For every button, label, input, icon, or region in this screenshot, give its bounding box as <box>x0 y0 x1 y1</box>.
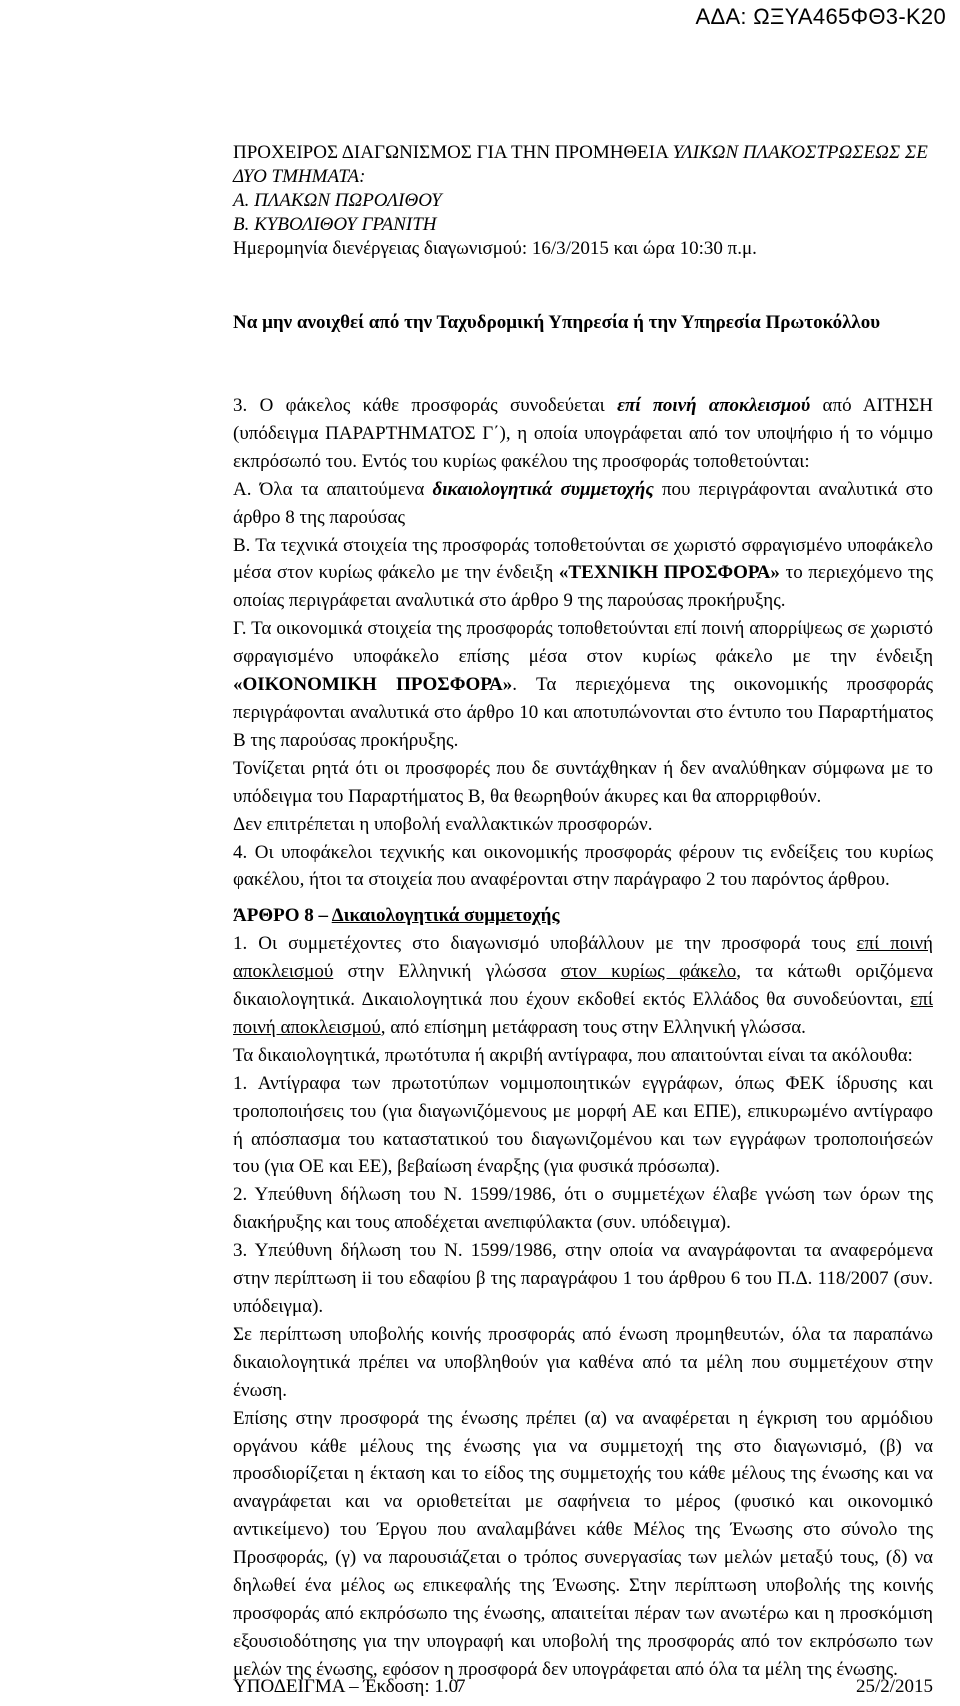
paragraph-g <box>233 615 933 755</box>
document-header <box>233 141 933 261</box>
ada-code: ΑΔΑ: ΩΞΥΑ465ΦΘ3-Κ20 <box>695 4 946 29</box>
a8p1-b: επί ποινή αποκλεισμού <box>233 933 933 983</box>
header-date-line: Ημερομηνία διενέργειας διαγωνισμού: 16/3/2015 και ώρα 10:30 π.μ. <box>233 238 757 259</box>
article-8-joint-bid: Σε περίπτωση υποβολής κοινής προσφοράς από ένωση προμηθευτών, όλα τα παραπάνω δικαιολογητικά πρέπει να υποβληθούν για καθένα από τα μέλη που συμμετέχουν στην ένωση. <box>233 1323 933 1401</box>
paragraph-b <box>233 532 933 616</box>
pa-text-c: που περιγράφονται αναλυτικά στο άρθρο 8 της παρούσας <box>233 478 933 528</box>
article-8-documents-intro: Τα δικαιολογητικά, πρωτότυπα ή ακριβή αντίγραφα, που απαιτούνται είναι τα ακόλουθα: <box>233 1044 913 1066</box>
header-line-2: ΔΥΟ ΤΜΗΜΑΤΑ: <box>233 166 366 187</box>
footer-page-number: 7 <box>456 1676 466 1697</box>
pg-text-a: Γ. Τα οικονομικά στοιχεία της προσφοράς τοποθετούνται επί ποινή απορρίψεως σε χωριστό σφραγισμένο υποφάκελο επίσης μέσα στον κυρίως φάκελο με την ένδειξη <box>233 618 933 668</box>
pg-text-c: . Τα περιεχόμενα της οικονομικής προσφοράς περιγράφονται αναλυτικά στο άρθρο 10 και αποτυπώνονται στο έντυπο του Παραρτήματος Β της παρούσας προκήρυξης. <box>233 674 934 751</box>
a8p1-g: , από επίσημη μετάφραση τους στην Ελληνική γλώσσα. <box>380 1016 806 1038</box>
pa-text-a: Α. Όλα τα απαιτούμενα <box>233 478 433 500</box>
footer-date: 25/2/2015 <box>855 1676 933 1697</box>
a8p1-a: 1. Οι συμμετέχοντες στο διαγωνισμό υποβάλλουν με την προσφορά τους <box>233 933 857 955</box>
paragraph-3 <box>233 392 933 476</box>
a8p1-c: στην Ελληνική γλώσσα <box>333 961 561 983</box>
pa-emphasis: δικαιολογητικά συμμετοχής <box>432 478 654 500</box>
a8p1-d: στον κυρίως φάκελο <box>560 961 737 983</box>
document-body <box>233 392 933 1684</box>
a8p1-f: επί ποινή αποκλεισμού <box>233 989 933 1038</box>
pb-text-c: το περιεχόμενο της οποίας περιγράφεται αναλυτικά στο άρθρο 9 της παρούσας προκήρυξης. <box>233 562 933 612</box>
p3-emphasis: επί ποινή αποκλεισμού <box>617 395 811 416</box>
header-line-3: Α. ΠΛΑΚΩΝ ΠΩΡΟΛΙΘΟΥ <box>233 190 442 211</box>
pg-emphasis: «ΟΙΚΟΝΟΜΙΚΗ ΠΡΟΣΦΟΡΑ» <box>233 674 513 696</box>
header-title-italic: ΥΛΙΚΩΝ ΠΛΑΚΟΣΤΡΩΣΕΩΣ ΣΕ <box>672 142 928 163</box>
article-8-item-1: 1. Αντίγραφα των πρωτοτύπων νομιμοποιητικών εγγράφων, όπως ΦΕΚ ίδρυσης και τροποποιήσεις του (για διαγωνιζόμενους με μορφή ΑΕ και ΕΠΕ), επικυρωμένο αντίγραφο ή απόσπασμα του καταστατικού του διαγωνιζομένου και των εγγράφων τροποποιήσεών του (για ΟΕ και ΕΕ), βεβαίωση έναρξης (για φυσικά πρόσωπα). <box>233 1072 933 1178</box>
article-8-title-text: Δικαιολογητικά συμμετοχής <box>331 905 560 927</box>
header-title-plain: ΠΡΟΧΕΙΡΟΣ ΔΙΑΓΩΝΙΣΜΟΣ ΓΙΑ ΤΗΝ ΠΡΟΜΗΘΕΙΑ <box>233 142 673 163</box>
article-8-paragraph-1 <box>233 930 933 1042</box>
article-8-title-number: ΆΡΘΡΟ 8 – <box>233 905 332 927</box>
paragraph-4: 4. Οι υποφάκελοι τεχνικής και οικονομικής προσφοράς φέρουν τις ενδείξεις του κυρίως φακέλου, ήτοι τα στοιχεία που αναφέρονται στην παράγραφο 2 του παρόντος άρθρου. <box>233 841 933 891</box>
pb-text-a: Β. Τα τεχνικά στοιχεία της προσφοράς τοποθετούνται σε χωριστό σφραγισμένο υποφάκελο μέσα στον κυρίως φάκελο με την ένδειξη <box>233 534 933 584</box>
paragraph-no-alternatives: Δεν επιτρέπεται η υποβολή εναλλακτικών προσφορών. <box>233 813 653 835</box>
paragraph-a <box>233 476 933 532</box>
article-8-heading <box>233 902 933 930</box>
p3-text-a: 3. Ο φάκελος κάθε προσφοράς συνοδεύεται <box>233 395 618 416</box>
warning-line: Να μην ανοιχθεί από την Ταχυδρομική Υπηρεσία ή την Υπηρεσία Πρωτοκόλλου <box>233 312 881 333</box>
pb-emphasis: «ΤΕΧΝΙΚΗ ΠΡΟΣΦΟΡΑ» <box>558 562 780 584</box>
header-line-1 <box>233 141 933 165</box>
paragraph-tonizetai: Τονίζεται ρητά ότι οι προσφορές που δε συντάχθηκαν ή δεν αναλύθηκαν σύμφωνα με το υπόδειγμα του Παραρτήματος Β, θα θεωρηθούν άκυρες και θα απορριφθούν. <box>233 757 933 807</box>
a8p1-e: , τα κάτωθι οριζόμενα δικαιολογητικά. Δικαιολογητικά που έχουν εκδοθεί εκτός Ελλάδος θα συνοδεύονται, <box>233 961 933 1011</box>
footer-template-version: ΥΠΟΔΕΙΓΜΑ – Έκδοση: 1.0 <box>233 1676 459 1697</box>
article-8-also: Επίσης στην προσφορά της ένωσης πρέπει (α) να αναφέρεται η έγκριση του αρμόδιου οργάνου κάθε μέλους της ένωσης για να συμμετοχή της στο διαγωνισμό, (β) να προσδιορίζεται η έκταση και το είδος της συμμετοχής του κάθε μέλους της ένωσης και να αναγράφεται και να οριοθετείται με σαφήνεια το μέρος (φυσικό και οικονομικό αντικείμενο) του Έργου που αναλαμβάνει κάθε Μέλος της Ένωσης στο σύνολο της Προσφοράς, (γ) να παρουσιάζεται ο τρόπος συνεργασίας των μελών μεταξύ τους, (δ) να δηλωθεί ένα μέλος ως επικεφαλής της Ένωσης. Στην περίπτωση υποβολής της κοινής προσφοράς από εκπρόσωπο της ένωσης, απαιτείται πέραν των ανωτέρω και η προσκόμιση εξουσιοδότησης για την υπογραφή και υποβολή της προσφοράς από τον εκπρόσωπο των μελών της ένωσης, εφόσον η προσφορά δεν υπογράφεται από όλα τα μέλη της ένωσης. <box>233 1407 933 1680</box>
header-line-4: Β. ΚΥΒΟΛΙΘΟΥ ΓΡΑΝΙΤΗ <box>233 214 437 235</box>
p3-text-c: από ΑΙΤΗΣΗ (υπόδειγμα ΠΑΡΑΡΤΗΜΑΤΟΣ Γ΄), η οποία υπογράφεται από τον υποψήφιο ή το νόμιμο εκπρόσωπό του. Εντός του κυρίως φακέλου της προσφοράς τοποθετούνται: <box>233 395 934 472</box>
article-8-item-3: 3. Υπεύθυνη δήλωση του Ν. 1599/1986, στην οποία να αναγράφονται τα αναφερόμενα στην περίπτωση ii του εδαφίου β της παραγράφου 1 του άρθρου 6 του Π.Δ. 118/2007 (συν. υπόδειγμα). <box>233 1240 933 1317</box>
article-8-item-2: 2. Υπεύθυνη δήλωση του Ν. 1599/1986, ότι ο συμμετέχων έλαβε γνώση των όρων της διακήρυξης και τους αποδέχεται ανεπιφύλακτα (συν. υπόδειγμα). <box>233 1184 933 1234</box>
